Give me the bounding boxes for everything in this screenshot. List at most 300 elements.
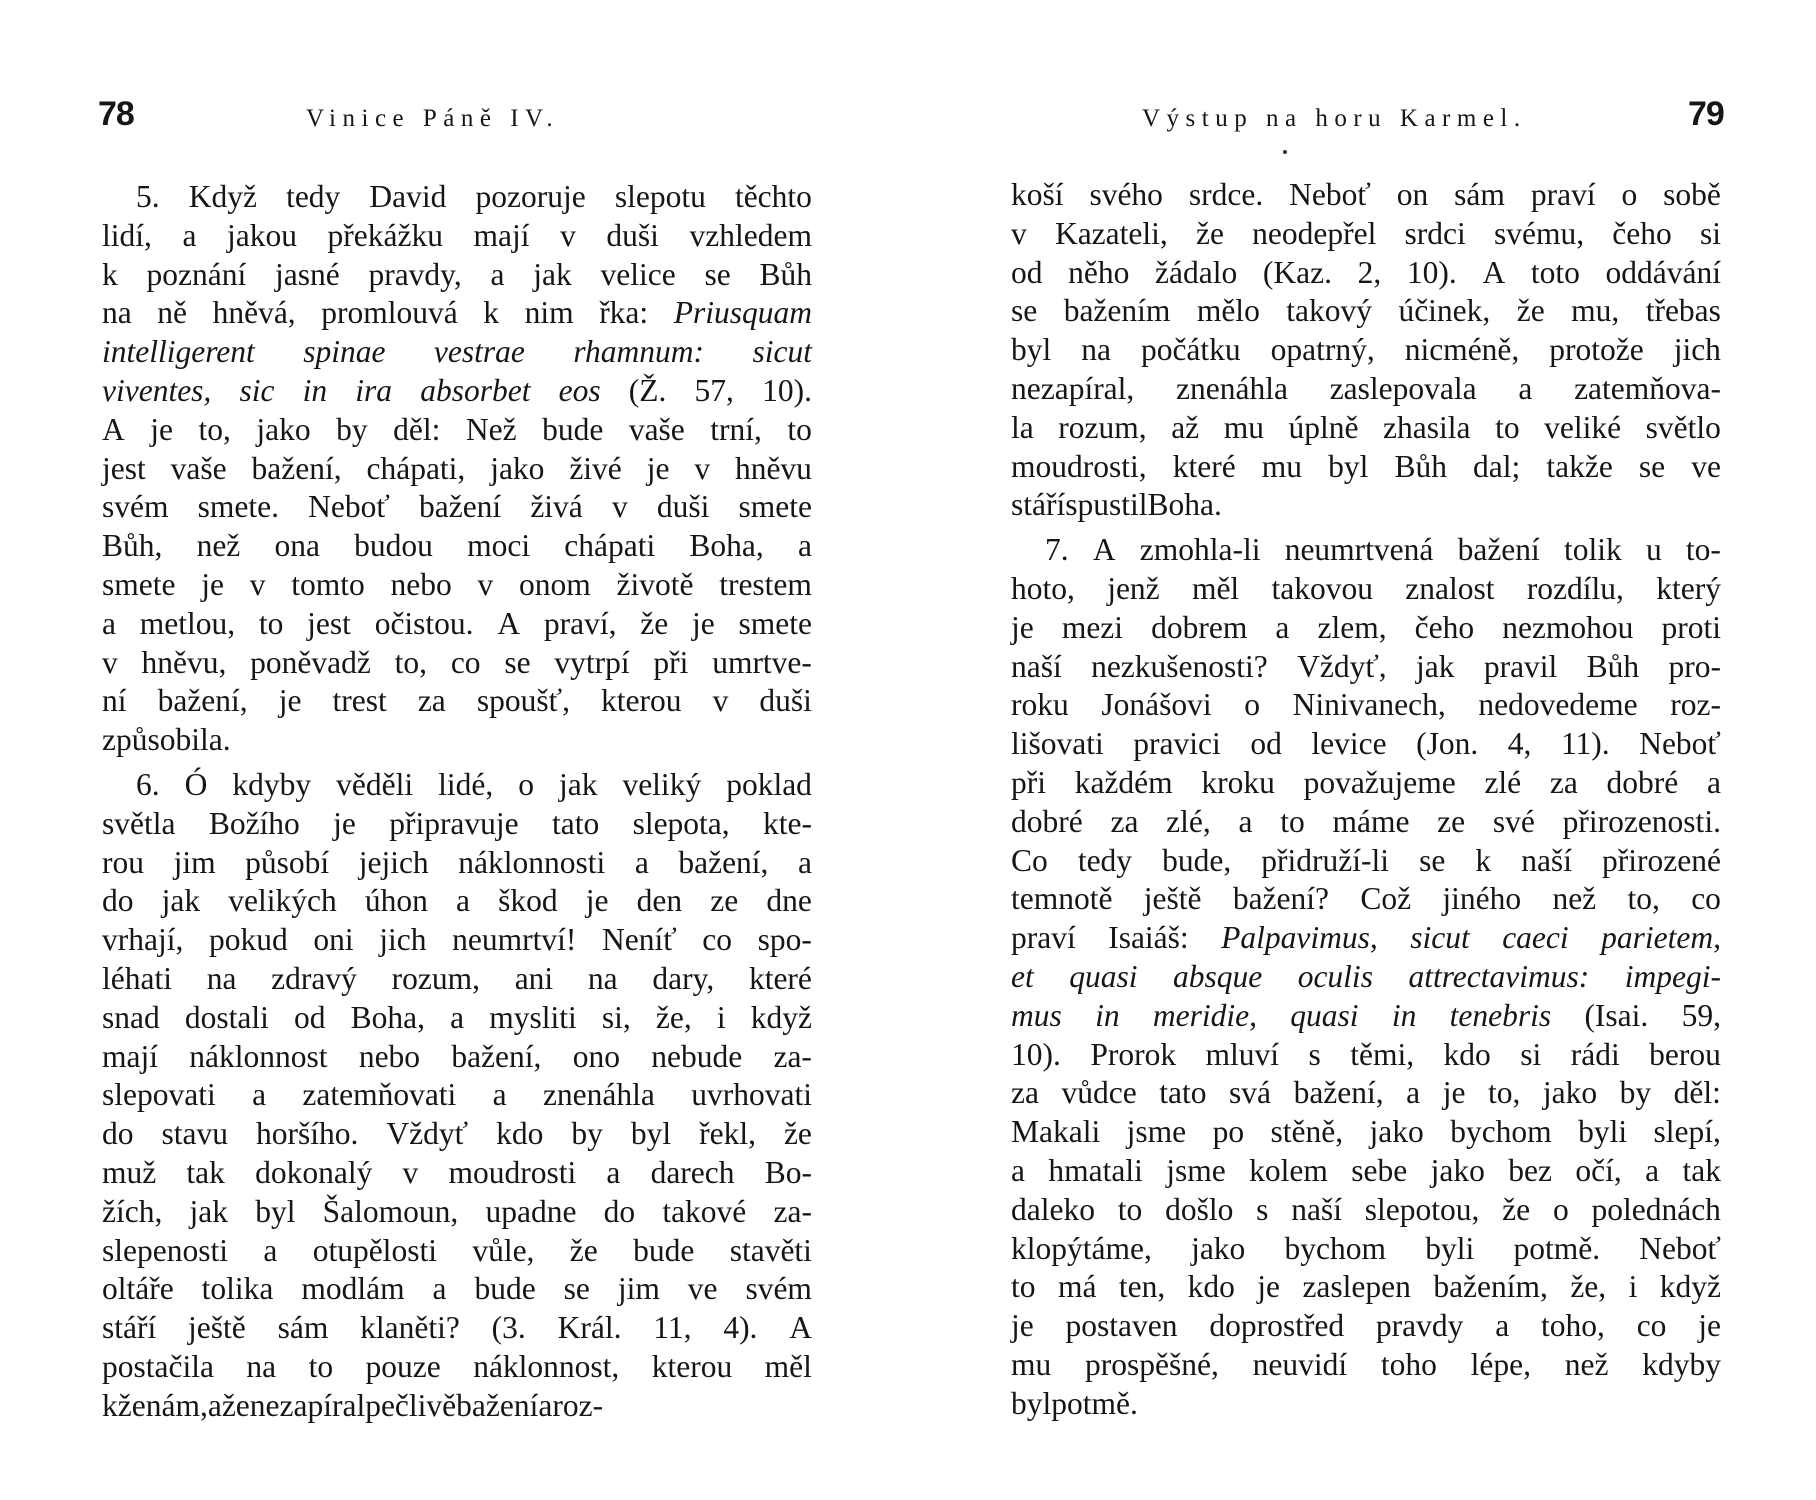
word: jiného [1442, 881, 1522, 917]
word: toho, [1540, 1308, 1605, 1344]
word: jako [256, 411, 311, 447]
word: roz- [552, 1387, 604, 1423]
word: a [798, 844, 812, 880]
word: byl [1011, 332, 1052, 368]
word: slepovati [102, 1077, 216, 1113]
word: Ó [184, 766, 208, 802]
word: bude, [1162, 842, 1232, 878]
word: po [1212, 1114, 1245, 1150]
word: 10). [1011, 1036, 1061, 1072]
word: že [1516, 293, 1545, 329]
word: do [603, 1193, 636, 1229]
word: jim [173, 844, 216, 880]
word: Kazateli, [1054, 215, 1168, 251]
word: nebo [358, 1038, 421, 1074]
text-line [1011, 609, 1721, 648]
word: postaven [1065, 1308, 1178, 1344]
word: pro- [1668, 648, 1721, 684]
word: klaněti? [360, 1310, 460, 1346]
word: co [1691, 881, 1721, 917]
word: jasné [274, 256, 340, 292]
word: rozum, [1058, 409, 1147, 445]
word: ono [572, 1038, 620, 1074]
word: onom [518, 566, 591, 602]
word: a [432, 1271, 447, 1307]
word: zdravý [271, 960, 357, 996]
word: (Ž. [628, 372, 667, 408]
word: bažení? [1232, 881, 1330, 917]
word: a [490, 256, 505, 292]
word: Když [188, 179, 257, 214]
word: čeho [1612, 215, 1672, 251]
word: sám [277, 1310, 329, 1346]
word: těmi, [1350, 1036, 1415, 1072]
text-line [1011, 1230, 1721, 1269]
word: o [518, 766, 534, 802]
word: bažením, [1433, 1269, 1548, 1305]
word: i [716, 999, 726, 1035]
word: počátku [1140, 332, 1241, 368]
word: berou [1649, 1036, 1721, 1072]
word: bažení [456, 1387, 539, 1423]
word: sicut [752, 334, 812, 370]
text-line [102, 1348, 812, 1387]
word: že [569, 1232, 598, 1268]
word: očí, [1575, 1152, 1622, 1188]
word: bažením [1063, 293, 1171, 329]
text-line [1011, 803, 1721, 842]
word: až [1171, 409, 1200, 445]
word: poněvadž [250, 644, 371, 680]
text-line [102, 1076, 812, 1115]
word: žích, [102, 1193, 163, 1229]
word: jako [1191, 1230, 1246, 1266]
word: co [450, 644, 481, 680]
word: jak [189, 1193, 229, 1229]
text-line [102, 1270, 812, 1309]
word: veliký [622, 766, 702, 802]
word: a [492, 1077, 507, 1113]
word: 5. [136, 179, 160, 214]
word: A [1092, 532, 1116, 568]
word: promlouvá [321, 295, 458, 331]
word: náklonnosti [458, 844, 606, 880]
word: kterou [651, 1348, 733, 1384]
word: vůle, [472, 1232, 535, 1268]
word: se [1638, 448, 1666, 484]
word: Bůh [759, 256, 812, 292]
word: stavu [161, 1116, 228, 1152]
word: jenž [1107, 570, 1160, 606]
word: účinek, [1398, 293, 1491, 329]
word: protože [1549, 332, 1644, 368]
word: chápati, [366, 450, 466, 486]
word: toto [1530, 254, 1580, 290]
text-line [102, 372, 812, 411]
word: pečlivě [365, 1387, 457, 1423]
word: kolem [1249, 1152, 1328, 1188]
page-number-right: 79 [1688, 95, 1724, 133]
word: zlem, [1317, 609, 1387, 645]
text-line [102, 1154, 812, 1193]
word: praví [1530, 177, 1596, 212]
left-page-body [102, 178, 812, 1426]
word: Boha, [689, 528, 764, 564]
word: a [450, 999, 465, 1035]
word: jich [1673, 332, 1721, 368]
word: pravdy, [368, 256, 462, 292]
word: attrectavimus: [1408, 958, 1590, 994]
right-page-body [1011, 176, 1721, 1424]
word: a [634, 844, 649, 880]
word: potmě. [1513, 1230, 1601, 1266]
text-line [1011, 176, 1721, 215]
text-line [1011, 254, 1721, 293]
word: Bůh [1394, 448, 1447, 484]
word: mu [1011, 1346, 1052, 1382]
word: ira [355, 372, 393, 408]
word: jest [307, 605, 351, 641]
word: to, [1487, 1075, 1521, 1111]
word: rozum, [391, 960, 480, 996]
word: světlo [1645, 409, 1721, 445]
word: o [1621, 177, 1638, 212]
word: bychom [1450, 1114, 1552, 1150]
word: oni [313, 922, 354, 958]
word: že [1195, 215, 1224, 251]
word: a [207, 1387, 222, 1423]
word: svém [102, 489, 169, 525]
word: spinae [303, 334, 386, 370]
word: A [497, 605, 521, 641]
word: caeci [1502, 920, 1569, 956]
word: neuvidí [1252, 1346, 1348, 1382]
word: zlé, [1166, 803, 1211, 839]
word: eos [558, 372, 601, 408]
page-number-left: 78 [98, 95, 134, 133]
word: (Kaz. [1262, 254, 1332, 290]
word: takže [1546, 448, 1613, 484]
word: neumrtví! [452, 922, 577, 958]
text-line [102, 999, 812, 1038]
word: smete [738, 489, 812, 525]
word: od [294, 999, 326, 1035]
word: to [787, 411, 812, 447]
word: et [1011, 958, 1034, 994]
word: roku [1011, 687, 1069, 723]
text-line [102, 682, 812, 721]
word: kterou [601, 683, 682, 719]
word: (Isai. [1584, 997, 1649, 1033]
text-line [1011, 1152, 1721, 1191]
word: za [1110, 803, 1139, 839]
word: tomto [291, 566, 365, 602]
word: bažení [1457, 532, 1540, 568]
word: vaše [170, 450, 227, 486]
text-line [1011, 486, 1721, 525]
word: v [402, 1154, 419, 1190]
word: spo- [757, 922, 812, 958]
word: horšího. [256, 1116, 359, 1152]
word: živé [569, 450, 622, 486]
word: tak [1682, 1152, 1721, 1188]
word: Než [465, 411, 517, 447]
word: že, [655, 999, 692, 1035]
word: sebe [1351, 1152, 1408, 1188]
word: hněvu, [141, 644, 227, 680]
word: pokud [208, 922, 288, 958]
word: zmohla-li [1139, 532, 1261, 568]
word: tolik [1564, 532, 1622, 568]
text-line [102, 882, 812, 921]
word: mělo [1196, 293, 1260, 329]
word: lidí, [102, 217, 152, 253]
word: přirozené [1602, 842, 1721, 878]
word: Prorok [1090, 1036, 1177, 1072]
word: něho [1068, 254, 1130, 290]
word: Boha. [1147, 487, 1222, 523]
word: než [1564, 1346, 1609, 1382]
word: slepotou, [1364, 1191, 1480, 1227]
word: trest [332, 683, 387, 719]
word: mají [102, 1038, 158, 1074]
word: upadne [485, 1193, 577, 1229]
word: v [1011, 215, 1027, 251]
word: zatemňova- [1574, 370, 1721, 406]
word: hmatali [1048, 1152, 1143, 1188]
word: neodepřel [1252, 215, 1377, 251]
word: metlou, [139, 605, 236, 641]
word: lidé, [438, 766, 494, 802]
word: lépe, [1470, 1346, 1531, 1382]
right-page [908, 0, 1816, 1500]
text-line [1011, 764, 1721, 803]
word: 10). [1406, 254, 1457, 290]
word: rhamnum: [573, 334, 705, 370]
word: připravuje [389, 805, 519, 841]
word: kdo [496, 1116, 544, 1152]
text-line [102, 294, 812, 333]
word: (Jon. [1416, 726, 1479, 762]
word: dary, [652, 960, 715, 996]
word: to [308, 1348, 334, 1384]
word: vytrpí [554, 644, 630, 680]
word: jakou [227, 217, 297, 253]
word: mu [1223, 409, 1264, 445]
text-line [1011, 958, 1721, 997]
word: pozoruje [475, 179, 586, 214]
word: ve [687, 1271, 718, 1307]
word: se [1011, 293, 1038, 329]
text-line [102, 844, 812, 883]
word: roz- [1670, 687, 1721, 723]
word: na [1081, 332, 1111, 368]
text-line [102, 1193, 812, 1232]
word: klopýtáme, [1011, 1230, 1152, 1266]
word: se [704, 256, 731, 292]
word: jak [558, 766, 598, 802]
word: Bůh [1586, 648, 1640, 684]
word: kroku [1201, 764, 1275, 800]
word: považujeme [1303, 764, 1456, 800]
word: je [1011, 609, 1034, 645]
word: trní, [710, 411, 762, 447]
word: nedovedeme [1478, 687, 1638, 723]
word: sicut [1410, 920, 1470, 956]
word: bažení [418, 489, 502, 525]
word: takovou [1271, 570, 1373, 606]
word: oltáře [102, 1271, 174, 1307]
word: jejich [358, 844, 429, 880]
word: v [712, 683, 729, 719]
word: k [483, 295, 500, 331]
word: byli [1425, 1230, 1475, 1266]
text-line [102, 1038, 812, 1077]
word: ten, [1118, 1269, 1166, 1305]
word: Neboť [1289, 177, 1371, 212]
word: neumrtvená [1284, 532, 1434, 568]
word: nezkušenosti? [1091, 648, 1268, 684]
word: tak [186, 1154, 225, 1190]
word: Co [1011, 842, 1048, 878]
text-line [102, 1115, 812, 1154]
word: Bůh, [102, 528, 163, 564]
word: dobré [1011, 803, 1083, 839]
text-line [1011, 1307, 1721, 1346]
word: hněvu [734, 450, 812, 486]
word: to, [198, 411, 231, 447]
word: to- [1685, 532, 1721, 568]
word: kte- [763, 805, 812, 841]
word: tato [551, 805, 600, 841]
word: a [538, 1387, 553, 1423]
word: a [102, 605, 116, 641]
word: než [1552, 881, 1597, 917]
word: jako [1430, 1152, 1485, 1188]
word: A [789, 1310, 812, 1346]
word: a [182, 217, 197, 253]
text-line [102, 805, 812, 844]
word: nezapíral, [1011, 370, 1135, 406]
word: stavěti [729, 1232, 812, 1268]
word: prospěšné, [1085, 1346, 1219, 1382]
word: duši [606, 217, 659, 253]
word: na [206, 960, 237, 996]
text-line [102, 217, 812, 256]
text-line [1011, 531, 1721, 570]
word: bez [1508, 1152, 1552, 1188]
word: ještě [1143, 881, 1202, 917]
word: si [1699, 215, 1721, 251]
word: je [1698, 1308, 1721, 1344]
text-line [102, 1387, 812, 1426]
word: že [783, 1116, 812, 1152]
text-line [1011, 648, 1721, 687]
word: každém [1074, 764, 1173, 800]
word: bude [633, 1232, 695, 1268]
word: parietem, [1601, 920, 1721, 956]
word: když [1659, 1269, 1721, 1305]
word: slepí, [1653, 1114, 1721, 1150]
word: Božího [208, 805, 300, 841]
text-line [102, 921, 812, 960]
word: pravil [1483, 648, 1558, 684]
word: 11). [1560, 726, 1610, 762]
word: praví, [543, 605, 617, 641]
word: jsme [1166, 1152, 1226, 1188]
word: na [587, 960, 618, 996]
word: nebude [651, 1038, 743, 1074]
word: že, [1570, 1269, 1607, 1305]
word: to [1117, 1191, 1143, 1227]
word: velikých [228, 883, 337, 919]
word: Vždyť, [1297, 648, 1387, 684]
word: s [1256, 1191, 1269, 1227]
word: ženám, [117, 1387, 208, 1423]
word: Neníť [601, 922, 677, 958]
word: in [1095, 997, 1120, 1033]
word: viventes, [102, 372, 212, 408]
word: a [1706, 764, 1721, 800]
word: živá [530, 489, 583, 525]
word: 11, [653, 1310, 692, 1346]
word: den [636, 883, 683, 919]
word: řka: [599, 295, 649, 331]
word: ze [1437, 803, 1466, 839]
word: a [1238, 803, 1253, 839]
word: kdo [1443, 1036, 1491, 1072]
word: je [1442, 1075, 1466, 1111]
word: děl: [393, 411, 441, 447]
word: a [1011, 1152, 1025, 1188]
word: nezmohou [1502, 609, 1634, 645]
word: je [278, 683, 302, 719]
word: 57, [694, 372, 734, 408]
text-line [1011, 686, 1721, 725]
word: toho [1380, 1346, 1437, 1382]
word: bude [542, 411, 604, 447]
word: srdci [1404, 215, 1466, 251]
word: Vždyť [386, 1116, 469, 1152]
word: stáří [1011, 487, 1066, 523]
word: jako [490, 450, 545, 486]
word: v [102, 644, 118, 680]
word: rozdílu, [1526, 570, 1624, 606]
word: zaslepen [1302, 1269, 1411, 1305]
running-head-left: Vinice Páně IV. [306, 105, 560, 132]
text-line [102, 178, 812, 217]
word: jako [1542, 1075, 1598, 1111]
word: 59, [1681, 997, 1721, 1033]
text-line [102, 1232, 812, 1271]
word: když [750, 999, 812, 1035]
word: 10). [762, 372, 812, 408]
text-line [1011, 919, 1721, 958]
word: v [249, 566, 266, 602]
word: jim [617, 1271, 660, 1307]
word: duši [759, 683, 812, 719]
word: do [102, 883, 134, 919]
word: očistou. [374, 605, 474, 641]
text-line [102, 256, 812, 295]
word: které [1172, 448, 1236, 484]
word: v [611, 489, 628, 525]
word: duši [656, 489, 710, 525]
word: byli [1578, 1114, 1628, 1150]
word: že [640, 605, 669, 641]
word: svému, [1493, 215, 1585, 251]
word: životě [616, 566, 694, 602]
